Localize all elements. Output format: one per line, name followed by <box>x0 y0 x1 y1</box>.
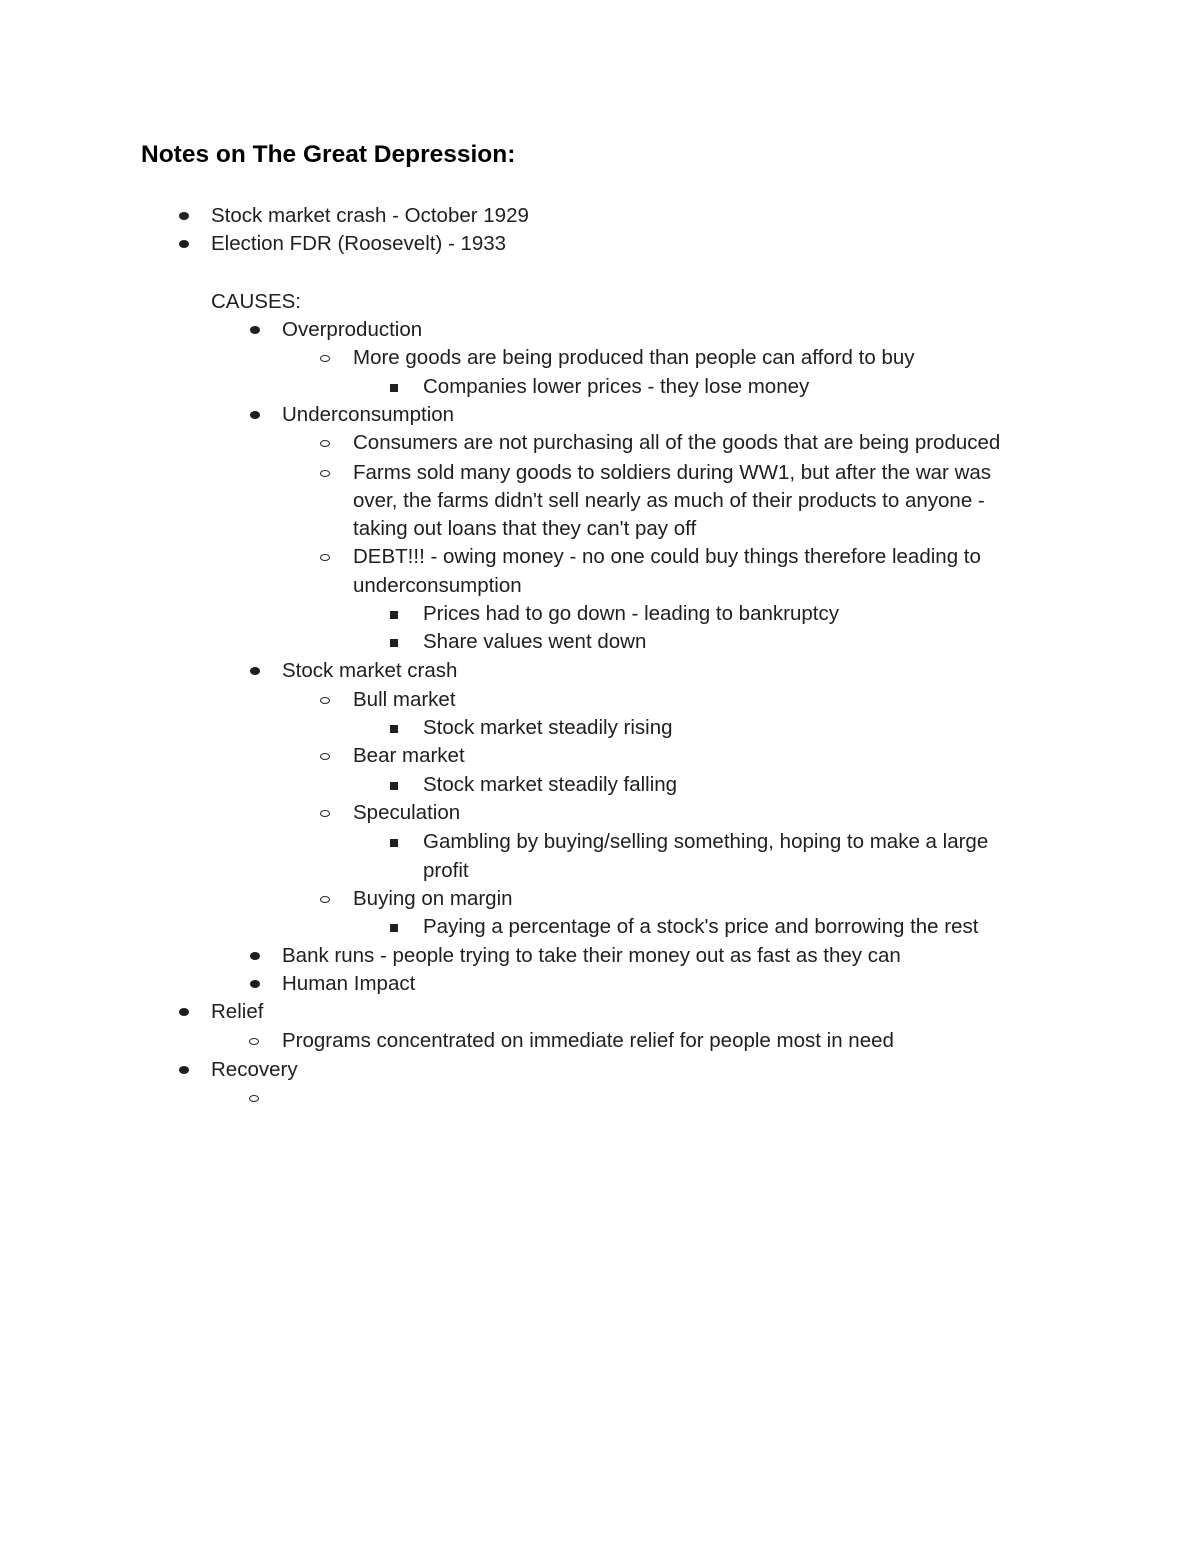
disc-bullet <box>179 1008 189 1016</box>
list-item-text: Buying on margin <box>353 887 513 910</box>
list-item-text: Share values went down <box>423 630 647 653</box>
list-item <box>282 942 901 970</box>
disc-bullet <box>250 667 260 675</box>
list-item <box>353 515 696 543</box>
list-item <box>211 998 263 1026</box>
disc-bullet <box>179 240 189 248</box>
disc-bullet <box>250 952 260 960</box>
circle-bullet <box>320 697 330 704</box>
circle-bullet <box>320 440 330 447</box>
list-item <box>353 344 915 372</box>
list-item <box>353 742 465 770</box>
disc-bullet <box>179 212 189 220</box>
list-item-text: Election FDR (Roosevelt) - 1933 <box>211 232 507 255</box>
disc-bullet <box>250 980 260 988</box>
list-item <box>353 799 460 827</box>
list-item <box>353 885 513 913</box>
circle-bullet <box>320 896 330 903</box>
list-item <box>353 459 991 487</box>
list-item-text: Gambling by buying/selling something, hoping to make a large <box>423 830 989 853</box>
list-item-text: Companies lower prices - they lose money <box>423 375 810 398</box>
square-bullet <box>390 782 398 790</box>
list-item <box>353 543 981 571</box>
circle-bullet <box>320 554 330 561</box>
circle-bullet <box>320 810 330 817</box>
list-item-text: Stock market steadily falling <box>423 773 678 796</box>
page-title: Notes on The Great Depression: <box>141 141 516 168</box>
list-item <box>423 714 673 742</box>
list-item <box>423 857 469 885</box>
square-bullet <box>390 384 398 392</box>
list-item <box>211 1056 298 1084</box>
list-item-text: CAUSES: <box>211 290 301 313</box>
list-item-text: Underconsumption <box>282 403 455 426</box>
list-item <box>282 657 457 685</box>
list-item <box>353 429 1000 457</box>
list-item <box>353 572 522 600</box>
list-item <box>282 970 415 998</box>
list-item <box>353 487 985 515</box>
square-bullet <box>390 725 398 733</box>
list-item-text: Farms sold many goods to soldiers during WW1, but after the war was <box>353 461 992 484</box>
list-item <box>282 401 454 429</box>
disc-bullet <box>179 1066 189 1074</box>
list-item-text: Programs concentrated on immediate relief for people most in need <box>282 1029 894 1052</box>
list-item <box>353 686 456 714</box>
list-item <box>211 202 529 230</box>
list-item-text: Bull market <box>353 688 456 711</box>
list-item <box>282 316 422 344</box>
list-item <box>423 771 677 799</box>
list-item <box>423 600 839 628</box>
list-item-text: over, the farms didn't sell nearly as much of their products to anyone - <box>353 489 985 512</box>
list-item-text: Speculation <box>353 801 461 824</box>
square-bullet <box>390 611 398 619</box>
square-bullet <box>390 924 398 932</box>
circle-bullet <box>320 470 330 477</box>
list-item <box>423 828 988 856</box>
list-item-text: taking out loans that they can't pay off <box>353 517 697 540</box>
list-item-text: More goods are being produced than people can afford to buy <box>353 346 915 369</box>
list-item-text: Stock market crash <box>282 659 458 682</box>
list-item-text: DEBT!!! - owing money - no one could buy things therefore leading to <box>353 545 981 568</box>
list-item-text: Overproduction <box>282 318 423 341</box>
list-item <box>282 1027 894 1055</box>
list-item <box>211 230 506 258</box>
list-item-text: Relief <box>211 1000 264 1023</box>
list-item <box>423 373 809 401</box>
square-bullet <box>390 839 398 847</box>
list-item-text: Human Impact <box>282 972 416 995</box>
circle-bullet <box>249 1095 259 1102</box>
list-item <box>423 628 646 656</box>
square-bullet <box>390 639 398 647</box>
list-item-text: Prices had to go down - leading to bankruptcy <box>423 602 839 625</box>
list-item <box>211 288 301 316</box>
list-item-text: Stock market steadily rising <box>423 716 673 739</box>
list-item <box>423 913 978 941</box>
circle-bullet <box>249 1038 259 1045</box>
list-item-text: Stock market crash - October 1929 <box>211 204 529 227</box>
list-item-text: profit <box>423 859 469 882</box>
disc-bullet <box>250 326 260 334</box>
list-item-text: Consumers are not purchasing all of the goods that are being produced <box>353 431 1001 454</box>
circle-bullet <box>320 753 330 760</box>
list-item-text: Bank runs - people trying to take their money out as fast as they can <box>282 944 901 967</box>
list-item-text: Bear market <box>353 744 465 767</box>
list-item-text: Paying a percentage of a stock's price and borrowing the rest <box>423 915 979 938</box>
list-item-text: underconsumption <box>353 574 522 597</box>
list-item-text: Recovery <box>211 1058 298 1081</box>
circle-bullet <box>320 355 330 362</box>
disc-bullet <box>250 411 260 419</box>
